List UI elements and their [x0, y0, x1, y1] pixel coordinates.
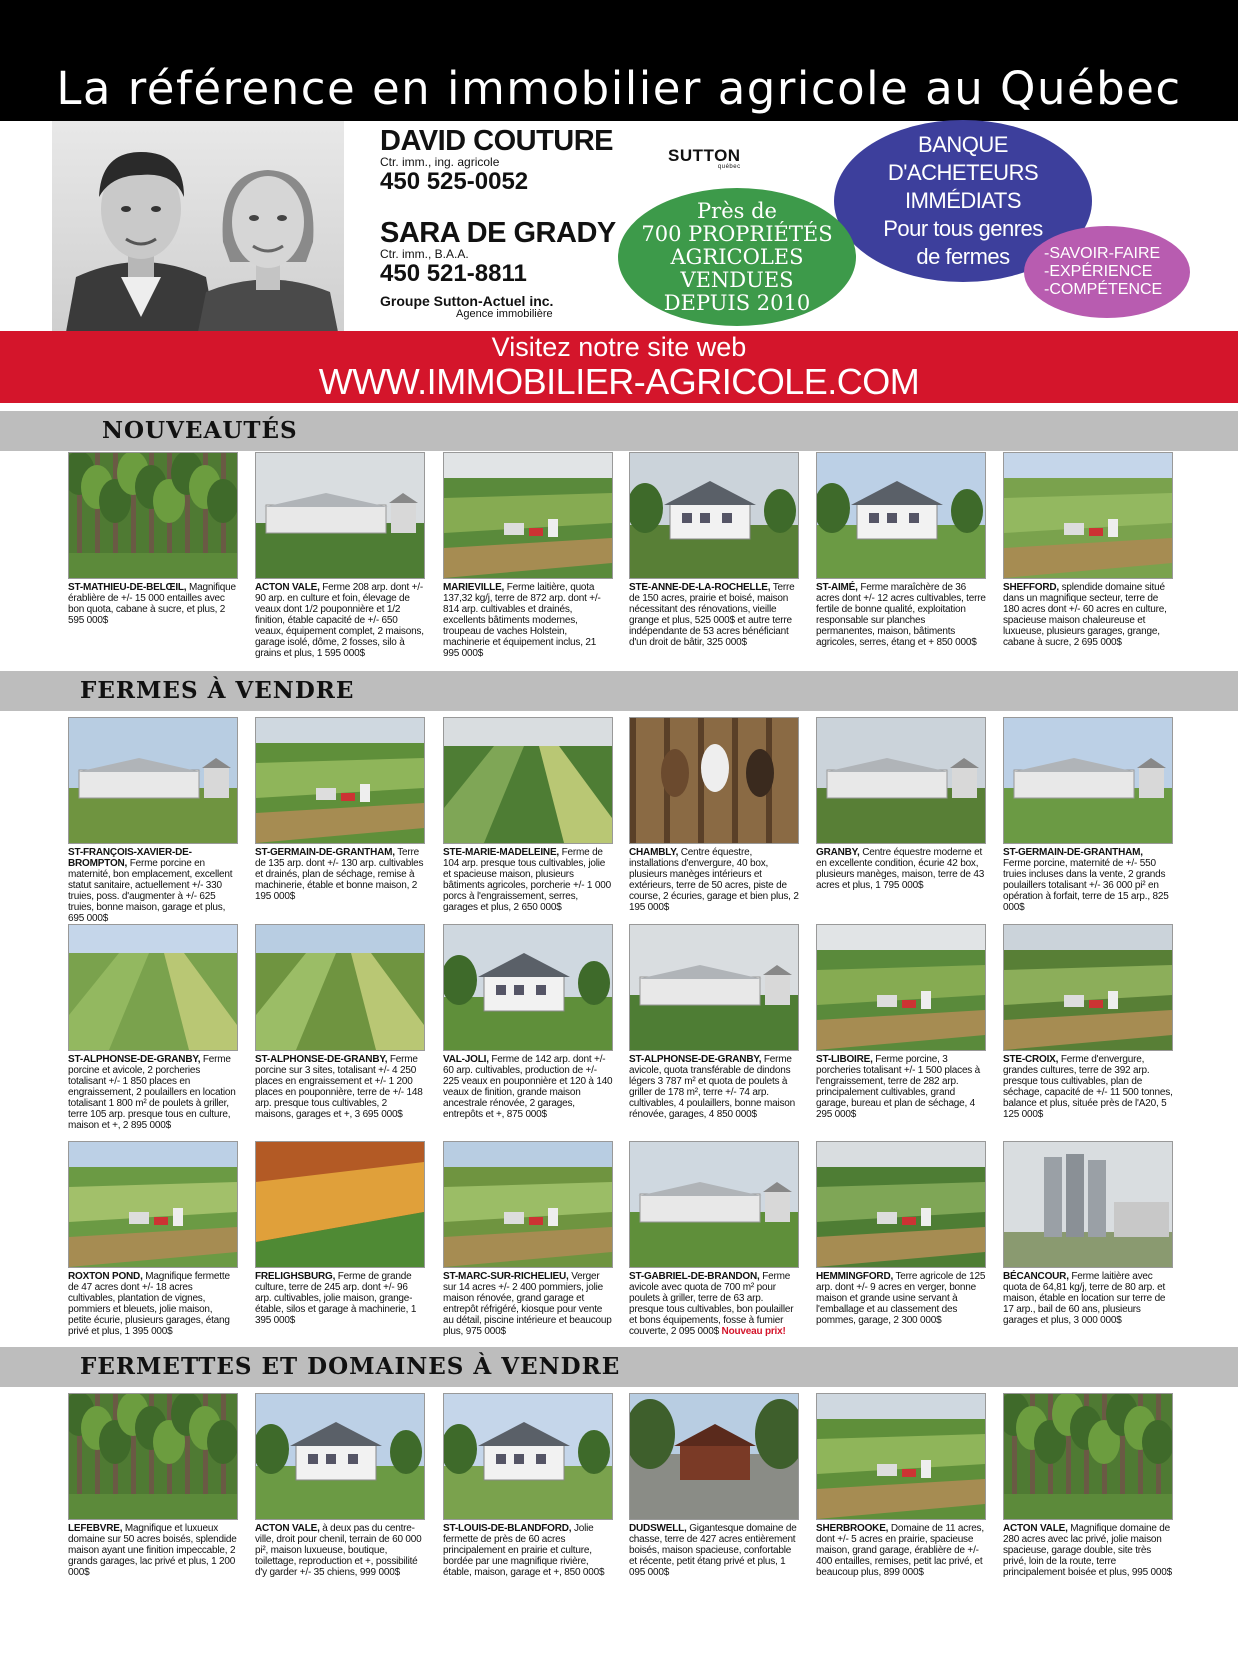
listing-caption	[816, 1523, 986, 1578]
listing-card[interactable]	[629, 1141, 799, 1337]
listing-description: Ferme porcine, maternité de +/- 550 truies incluses dans la vente, 2 grands poulaillers totalisant +/- 36 000 pi² en opération à forfait, terre de 15 arp., 825 000$	[1003, 858, 1169, 913]
listing-location: ST-LIBOIRE,	[816, 1054, 873, 1065]
sutton-logo-sub: québec	[717, 164, 741, 170]
listing-caption	[629, 1054, 799, 1120]
listing-location: SHEFFORD,	[1003, 582, 1059, 593]
skills-bubble	[1024, 226, 1190, 318]
agency-subtitle: Agence immobilière	[456, 308, 553, 320]
listing-caption	[68, 847, 238, 924]
agent-block	[380, 126, 616, 196]
bubble-line: -COMPÉTENCE	[1044, 281, 1163, 298]
listing-card[interactable]	[255, 452, 425, 659]
listing-description: Magnifique érablière de +/- 15 000 entailles avec bon quota, cabane à sucre, et plus, 2 595 000$	[68, 582, 236, 626]
listing-location: ST-FRANÇOIS-XAVIER-DE-BROMPTON,	[68, 847, 192, 869]
listing-card[interactable]	[629, 452, 799, 648]
listing-photo[interactable]	[816, 717, 986, 844]
listing-card[interactable]	[816, 924, 986, 1120]
listing-location: ST-MATHIEU-DE-BELŒIL,	[68, 582, 187, 593]
listing-location: MARIEVILLE,	[443, 582, 505, 593]
header-bar	[0, 0, 1238, 121]
listing-photo[interactable]	[1003, 1393, 1173, 1520]
listing-location: ACTON VALE,	[255, 1523, 320, 1534]
listing-description: Centre équestre moderne et en excellente condition, écurie 42 box, plusieurs manèges, maison, terre de 43 acres et plus, 1 795 000$	[816, 847, 985, 891]
listing-location: SHERBROOKE,	[816, 1523, 889, 1534]
listing-caption	[68, 1523, 238, 1578]
listing-card[interactable]	[443, 1393, 613, 1578]
sutton-logo-text: SUTTON	[668, 146, 741, 165]
listing-card[interactable]	[1003, 1141, 1173, 1326]
listing-card[interactable]	[68, 924, 238, 1131]
bubble-line: D'ACHETEURS IMMÉDIATS	[887, 160, 1039, 213]
listing-card[interactable]	[68, 1141, 238, 1337]
listing-card[interactable]	[816, 452, 986, 648]
listing-description: Ferme laitière avec quota de 64,81 kg/j, terre de 80 arp. et maison, étable en location sur terre de 17 arp., bail de 60 ans, plusieurs garages et plus, 3 000 000$	[1003, 1271, 1166, 1326]
listing-description: Ferme porcine sur 3 sites, totalisant +/- 4 250 places en engraissement et +/- 1 200 places en pouponnière, terre de +/- 148 arp. presque tous cultivables, 2 maisons, garages et +, 3 695 000$	[255, 1054, 423, 1120]
agent-title: Ctr. imm., ing. agricole	[380, 155, 500, 169]
listing-photo[interactable]	[255, 452, 425, 579]
listing-caption	[443, 847, 613, 913]
listing-card[interactable]	[816, 717, 986, 891]
listing-card[interactable]	[816, 1393, 986, 1578]
listing-location: ST-LOUIS-DE-BLANDFORD,	[443, 1523, 572, 1534]
listing-caption	[1003, 1054, 1173, 1120]
agent-photo-woman	[198, 142, 338, 332]
section-title: NOUVEAUTÉS	[102, 417, 298, 444]
listing-caption	[1003, 847, 1173, 913]
listing-photo[interactable]	[629, 924, 799, 1051]
listing-location: ROXTON POND,	[68, 1271, 143, 1282]
listing-description: Ferme de 142 arp. dont +/- 60 arp. cultivables, production de +/- 225 veaux en pouponnière et 120 à 140 veaux de finition, grande maison ancestrale rénovée, 2 garages, entrepôts et +, 875 000$	[443, 1054, 613, 1120]
listing-card[interactable]	[68, 717, 238, 924]
listing-caption	[629, 847, 799, 913]
listing-photo[interactable]	[816, 452, 986, 579]
listing-caption	[629, 1271, 799, 1337]
listing-caption	[68, 582, 238, 626]
listing-photo[interactable]	[629, 717, 799, 844]
agent-photo-man	[66, 127, 216, 332]
listing-location: ST-ALPHONSE-DE-GRANBY,	[255, 1054, 388, 1065]
bubble-line: -EXPÉRIENCE	[1044, 263, 1153, 280]
listing-description: Terre agricole de 125 arp. dont +/- 9 acres en verger, bonne maison et grande usine servant à l'emballage et au classement des pommes, garage, 2 300 000$	[816, 1271, 986, 1326]
website-banner	[0, 331, 1238, 403]
listing-photo[interactable]	[255, 1393, 425, 1520]
listing-card[interactable]	[629, 717, 799, 913]
listing-caption	[443, 1271, 613, 1337]
listing-card[interactable]	[68, 452, 238, 626]
listing-photo[interactable]	[255, 1141, 425, 1268]
listing-photo[interactable]	[1003, 452, 1173, 579]
listing-photo[interactable]	[255, 717, 425, 844]
listing-photo[interactable]	[255, 924, 425, 1051]
listing-description: Ferme porcine et avicole, 2 porcheries totalisant +/- 1 850 places en engraissement, 2 poulaillers en location totalisant 1 800 m² de poulets à griller, terre 105 arp. presque tous en culture, maison et +, 2 895 000$	[68, 1054, 236, 1131]
listing-caption	[629, 1523, 799, 1578]
bubble-line: Pour tous genres	[883, 216, 1043, 241]
listing-photo[interactable]	[443, 717, 613, 844]
listing-location: GRANBY,	[816, 847, 860, 858]
listing-photo[interactable]	[68, 452, 238, 579]
new-price-badge: Nouveau prix!	[721, 1326, 786, 1337]
listing-location: STE-MARIE-MADELEINE,	[443, 847, 560, 858]
section-title: FERMETTES ET DOMAINES À VENDRE	[80, 1353, 621, 1380]
listing-caption	[255, 847, 425, 902]
listing-location: CHAMBLY,	[629, 847, 679, 858]
listing-description: Domaine de 11 acres, dont +/- 5 acres en prairie, spacieuse maison, grand garage, érablière de +/- 400 entailles, remises, petit lac privé, et beaucoup plus, 899 000$	[816, 1523, 984, 1578]
listing-caption	[629, 582, 799, 648]
agents-photo	[52, 121, 344, 332]
listing-location: BÉCANCOUR,	[1003, 1271, 1069, 1282]
listing-photo[interactable]	[68, 924, 238, 1051]
listing-card[interactable]	[68, 1393, 238, 1578]
listing-photo[interactable]	[816, 924, 986, 1051]
section-header-hobby-farms	[0, 1347, 1238, 1387]
listing-card[interactable]	[443, 1141, 613, 1337]
listing-location: ST-ALPHONSE-DE-GRANBY,	[68, 1054, 201, 1065]
listing-description: à deux pas du centre-ville, droit pour chenil, terrain de 60 000 pi², maison luxueuse, boutique, toilettage, reproduction et +, possibilité d'y garder +/- 35 chiens, 999 000$	[255, 1523, 422, 1578]
listing-description: Ferme 208 arp. dont +/- 90 arp. en culture et foin, élevage de veaux dont 1/2 pouponnière et 1/2 finition, étable capacité de +/- 650 veaux, équipement complet, 2 maisons, garage isolé, dôme, 2 fosses, silo à grains et plus, 1 595 000$	[255, 582, 424, 659]
listing-photo[interactable]	[1003, 1141, 1173, 1268]
section-title: FERMES À VENDRE	[80, 677, 355, 704]
bubble-line: DEPUIS 2010	[663, 290, 811, 315]
agent-phone[interactable]: 450 525-0052	[380, 168, 529, 195]
listing-card[interactable]	[816, 1141, 986, 1326]
listing-description: Jolie fermette de près de 60 acres principalement en prairie et culture, bordée par une magnifique rivière, étable, maison, garage et +, 850 000$	[443, 1523, 605, 1578]
listing-caption	[255, 1054, 425, 1120]
listing-card[interactable]	[255, 1393, 425, 1578]
listing-description: Magnifique domaine de 280 acres avec lac privé, jolie maison spacieuse, garage double, site très privé, loin de la route, terre principalement boisée et plus, 995 000$	[1003, 1523, 1172, 1578]
listing-description: Ferme d'envergure, grandes cultures, terre de 392 arp. presque tous cultivables, plan de séchage, capacité de +/- 11 500 tonnes, balance et plus, située près de l'A20, 5 125 000$	[1003, 1054, 1173, 1120]
listing-photo[interactable]	[816, 1141, 986, 1268]
listing-card[interactable]	[1003, 1393, 1173, 1578]
listing-card[interactable]	[443, 924, 613, 1120]
listing-photo[interactable]	[629, 1141, 799, 1268]
listing-caption	[68, 1054, 238, 1131]
listing-card[interactable]	[255, 717, 425, 902]
listing-card[interactable]	[1003, 717, 1173, 913]
listing-description: Ferme avicole, quota transférable de dindons légers 3 787 m² et quota de poulets à griller de 178 m², terre +/- 74 arp. cultivables, 4 poulaillers, bonne maison rénovée, garages, 4 850 000$	[629, 1054, 795, 1120]
listing-card[interactable]	[255, 1141, 425, 1326]
listing-location: ST-GERMAIN-DE-GRANTHAM,	[255, 847, 395, 858]
listing-description: Ferme maraîchère de 36 acres dont +/- 12 acres cultivables, terre fertile de bonne qualité, exploitation responsable sur planches permanentes, maison, bâtiments agricoles, serres, étang et + 850 000$	[816, 582, 986, 648]
listing-description: Gigantesque domaine de chasse, terre de 427 acres entièrement boisés, maison spacieuse, confortable et récente, petit étang privé et plus, 1 095 000$	[629, 1523, 797, 1578]
listing-location: ST-MARC-SUR-RICHELIEU,	[443, 1271, 569, 1282]
listing-description: Ferme de grande culture, terre de 245 arp. dont +/- 96 arp. cultivables, jolie maison, grange-étable, silos et garage à machinerie, 1 395 000$	[255, 1271, 417, 1326]
agent-name: DAVID COUTURE	[380, 125, 614, 157]
listing-card[interactable]	[629, 1393, 799, 1578]
listing-card[interactable]	[629, 924, 799, 1120]
listing-photo[interactable]	[68, 1393, 238, 1520]
listing-location: ST-ALPHONSE-DE-GRANBY,	[629, 1054, 762, 1065]
listing-caption	[255, 1523, 425, 1578]
listing-caption	[1003, 582, 1173, 648]
listing-card[interactable]	[255, 924, 425, 1120]
listing-photo[interactable]	[816, 1393, 986, 1520]
bubble-line: BANQUE	[918, 132, 1008, 157]
listing-photo[interactable]	[68, 717, 238, 844]
bubble-line: Près de	[697, 198, 777, 223]
listing-card[interactable]	[1003, 924, 1173, 1120]
listing-description: Magnifique et luxueux domaine sur 50 acres boisés, splendide maison ayant une finition impeccable, 2 grands garages, lac privé et plus, 1 200 000$	[68, 1523, 237, 1578]
listing-caption	[68, 1271, 238, 1337]
listing-caption	[443, 582, 613, 659]
listing-caption	[816, 1271, 986, 1326]
listing-photo[interactable]	[1003, 717, 1173, 844]
listing-description: Centre équestre, installations d'envergure, 40 box, plusieurs manèges intérieurs et extérieurs, terre de 50 acres, piste de course, 2 écuries, garage et bien plus, 2 195 000$	[629, 847, 799, 913]
section-header-new	[0, 411, 1238, 451]
listing-photo[interactable]	[629, 452, 799, 579]
listing-photo[interactable]	[1003, 924, 1173, 1051]
listing-caption	[1003, 1271, 1173, 1326]
listing-location: ACTON VALE,	[1003, 1523, 1068, 1534]
page-title: La référence en immobilier agricole au Québec	[56, 62, 1182, 115]
listing-photo[interactable]	[629, 1393, 799, 1520]
listing-caption	[255, 1271, 425, 1326]
listing-card[interactable]	[443, 717, 613, 913]
listing-card[interactable]	[1003, 452, 1173, 648]
listing-description: splendide domaine situé dans un magnifique secteur, terre de 180 acres dont +/- 60 acres en culture, spacieuse maison chaleureuse et luxueuse, plusieurs garages, grange, cabane à sucre, 2 695 000$	[1003, 582, 1167, 648]
listing-location: LEFEBVRE,	[68, 1523, 123, 1534]
listing-caption	[816, 582, 986, 648]
listing-location: HEMMINGFORD,	[816, 1271, 894, 1282]
listing-description: Ferme porcine en maternité, bon emplacement, excellent statut sanitaire, actuellement +/- 330 truies, poss. d'augmenter à +/- 625 truies, bonne maison, garage et plus, 695 000$	[68, 858, 233, 924]
agency-name: Groupe Sutton-Actuel inc.	[380, 293, 554, 309]
listing-caption	[443, 1054, 613, 1120]
agent-name: SARA DE GRADY	[380, 217, 616, 249]
bubble-line: 700 PROPRIÉTÉS	[641, 221, 833, 246]
listing-photo[interactable]	[443, 452, 613, 579]
listing-description: Ferme avicole avec quota de 700 m² pour poulets à griller, terre de 63 arp. presque tous cultivables, bon poulailler et bons équipements, fosse à fumier couverte, 2 095 000$	[629, 1271, 794, 1337]
section-header-farms	[0, 671, 1238, 711]
listing-location: ST-AIMÉ,	[816, 582, 858, 593]
bubble-line: AGRICOLES VENDUES	[670, 244, 804, 292]
listing-photo[interactable]	[443, 924, 613, 1051]
listing-caption	[816, 847, 986, 891]
listing-location: ST-GABRIEL-DE-BRANDON,	[629, 1271, 760, 1282]
listing-description: Ferme de 104 arp. presque tous cultivables, jolie et spacieuse maison, plusieurs bâtiments agricoles, porcherie +/- 1 000 porcs à l'engraissement, serres, garages et plus, 2 650 000$	[443, 847, 611, 913]
agent-block	[380, 218, 616, 288]
listing-location: VAL-JOLI,	[443, 1054, 489, 1065]
listing-description: Terre de 150 acres, prairie et boisé, maison nécessitant des rénovations, vieille grange et plus, 525 000$ et autre terre indépendante de 53 acres bénéficiant d'un droit de bâtir, 325 000$	[629, 582, 795, 648]
listing-description: Magnifique fermette de 47 acres dont +/- 18 acres cultivables, plantation de vignes, pommiers et bleuets, jolie maison, petite écurie, plusieurs garages, étang privé et plus, 1 395 000$	[68, 1271, 230, 1337]
listing-location: FRELIGHSBURG,	[255, 1271, 336, 1282]
bubble-line: -SAVOIR-FAIRE	[1044, 245, 1161, 262]
website-label: Visitez notre site web	[491, 332, 747, 362]
listing-description: Ferme laitière, quota 137,32 kg/j, terre de 872 arp. dont +/- 814 arp. cultivables et drainés, excellents bâtiments modernes, troupeau de vaches Holstein, machinerie et équipement inclus, 21 995 000$	[443, 582, 601, 659]
listing-location: ST-GERMAIN-DE-GRANTHAM,	[1003, 847, 1143, 858]
properties-sold-bubble	[618, 188, 856, 326]
website-url[interactable]: WWW.IMMOBILIER-AGRICOLE.COM	[318, 361, 920, 402]
listing-caption	[443, 1523, 613, 1578]
listing-caption	[816, 1054, 986, 1120]
listing-photo[interactable]	[68, 1141, 238, 1268]
sutton-logo	[668, 146, 741, 170]
listing-caption	[255, 582, 425, 659]
listing-description: Terre de 135 arp. dont +/- 130 arp. cultivables et drainés, plan de séchage, remise à machinerie, étable et bonne maison, 2 195 000$	[255, 847, 424, 902]
agents-info	[380, 126, 616, 320]
listing-location: STE-ANNE-DE-LA-ROCHELLE,	[629, 582, 771, 593]
listing-description: Verger sur 14 acres +/- 2 400 pommiers, jolie maison rénovée, grand garage et entrepôt réfrigéré, kiosque pour vente au détail, piscine intérieure et beaucoup plus, 975 000$	[443, 1271, 612, 1337]
agent-phone[interactable]: 450 521-8811	[380, 260, 527, 287]
listing-photo[interactable]	[443, 1393, 613, 1520]
listing-location: ACTON VALE,	[255, 582, 320, 593]
bubble-line: de fermes	[916, 244, 1010, 269]
listing-location: DUDSWELL,	[629, 1523, 687, 1534]
listing-caption	[1003, 1523, 1173, 1578]
agent-title: Ctr. imm., B.A.A.	[380, 247, 469, 261]
listing-photo[interactable]	[443, 1141, 613, 1268]
listing-description: Ferme porcine, 3 porcheries totalisant +/- 1 500 places à l'engraissement, terre de 282 arp. principalement cultivables, grand garage, bureau et plan de séchage, 4 295 000$	[816, 1054, 981, 1120]
listing-card[interactable]	[443, 452, 613, 659]
listing-location: STE-CROIX,	[1003, 1054, 1059, 1065]
